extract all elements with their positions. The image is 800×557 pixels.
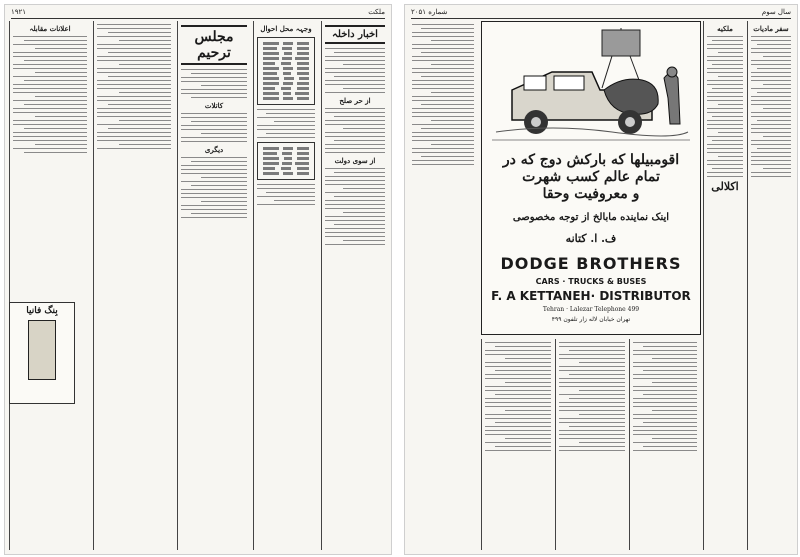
column-under-ad-1 [481, 339, 554, 550]
ad-body-text: اینک نماینده مابالخ از توجه مخصوصی [512, 212, 670, 223]
column-notices [93, 21, 174, 550]
column-prices [253, 21, 318, 550]
bottom-heading: اکلالی [711, 180, 739, 193]
column-internal-news [321, 21, 388, 550]
column-heading: اعلانات مقابلہ [29, 24, 71, 33]
product-ad-title: بِنگ فانیا [26, 306, 58, 316]
sub-heading: از سوی دولت [334, 156, 376, 165]
ad-headline: اقومبیلها که بارکش دوج که در تمام عالم کسب شهرت [502, 152, 680, 185]
column-left [409, 21, 477, 550]
running-head-left-text: ۱۹۲۱ [11, 8, 27, 16]
distributor-name: F. A KETTANEH· DISTRIBUTOR [491, 289, 691, 303]
running-head-right [411, 8, 791, 19]
telephone-line: Tehran · Lalezar Telephone 499 [542, 306, 640, 313]
column-under-ad-3 [629, 339, 700, 550]
column-right-2 [747, 21, 794, 550]
column-title: مجلس ترحیم [181, 25, 247, 65]
brand-subtitle: CARS · TRUCKS & BUSES [535, 277, 647, 286]
left-page [4, 4, 392, 555]
running-head-left [11, 8, 385, 19]
truck-illustration [492, 28, 690, 148]
column-title: اخبار داخلہ [325, 25, 385, 44]
column-heading: ملکیه [717, 24, 733, 33]
sub-heading: کاتلات [204, 101, 224, 110]
column-ads [9, 21, 90, 550]
running-head-right-text: سال سوم [761, 8, 791, 16]
telephone-line-persian: تهران خیابان لاله زار تلفون ۴۹۹ [551, 316, 631, 323]
ad-headline-2: و معروفیت وحقا [542, 186, 640, 202]
brand-name: DODGE BROTHERS [500, 254, 682, 273]
sub-heading: از حر صلح [339, 96, 371, 105]
right-page [404, 4, 798, 555]
running-head-right-text: ملکت [368, 8, 385, 16]
product-image [28, 320, 56, 380]
ad-company-name: ف. ا. کتانه [565, 232, 617, 245]
column-heading: سفر مادیات [753, 24, 789, 33]
column-under-ad-2 [555, 339, 628, 550]
price-table-2 [257, 142, 315, 180]
running-head-left-text: شماره ۲۰۵۱ [411, 8, 448, 16]
sub-heading: دیگری [204, 145, 224, 154]
product-advertisement [9, 302, 75, 404]
dodge-brothers-advertisement [481, 21, 701, 335]
price-table [257, 37, 315, 105]
column-right-1 [703, 21, 746, 550]
column-heading: وجہہ محل احوال [260, 24, 312, 33]
column-mourning [177, 21, 250, 550]
